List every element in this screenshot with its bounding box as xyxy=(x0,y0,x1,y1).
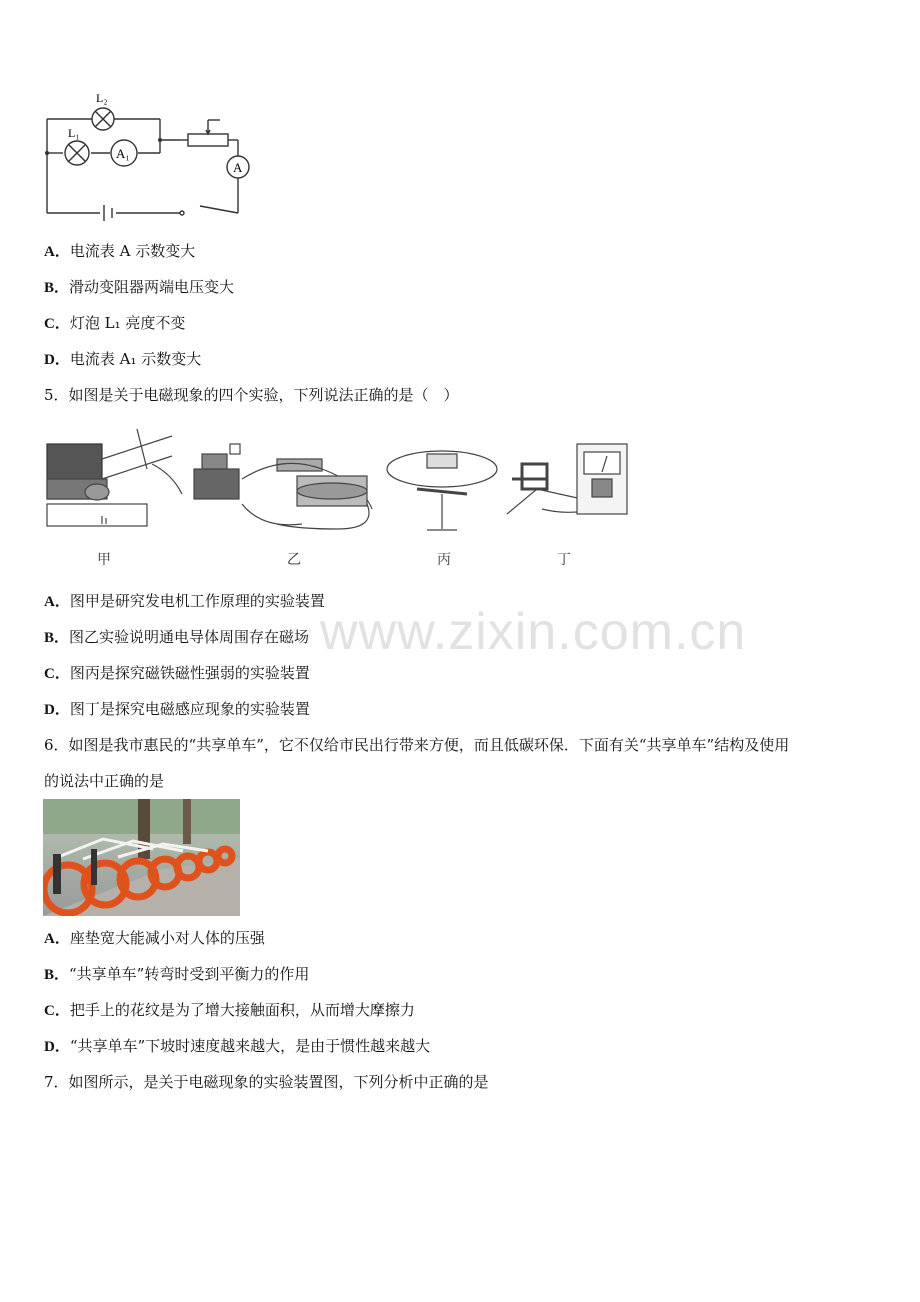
fig-label-jia: 甲 xyxy=(97,553,111,568)
q5-option-c: C．图丙是探究磁铁磁性强弱的实验装置 xyxy=(44,664,310,682)
q6-option-b: B．“共享单车”转弯时受到平衡力的作用 xyxy=(44,965,310,983)
q4-option-d: D．电流表 A₁ 示数变大 xyxy=(44,350,202,368)
q4-option-c: C．灯泡 L₁ 亮度不变 xyxy=(44,314,186,332)
watermark: www.zixin.com.cn xyxy=(320,603,747,661)
circuit-diagram xyxy=(40,88,270,223)
label-a: A xyxy=(233,160,243,175)
label-l1: L₁ xyxy=(68,126,80,140)
label-l2: L₂ xyxy=(96,91,108,105)
q6-option-a: A．座垫宽大能减小对人体的压强 xyxy=(44,929,265,947)
q6-option-c: C．把手上的花纹是为了增大接触面积，从而增大摩擦力 xyxy=(44,1001,415,1019)
q6-stem-line2: 的说法中正确的是 xyxy=(44,772,165,790)
q4-option-b: B．滑动变阻器两端电压变大 xyxy=(44,278,235,296)
fig-label-ding: 丁 xyxy=(557,553,571,568)
fig-label-yi: 乙 xyxy=(287,553,301,568)
q5-stem: 5．如图是关于电磁现象的四个实验，下列说法正确的是（ ） xyxy=(44,386,459,404)
q6-stem-line1: 6．如图是我市惠民的“共享单车”，它不仅给市民出行带来方便，而且低碳环保．下面有关“共享单车”结构及使用 xyxy=(44,736,790,754)
shared-bikes-photo xyxy=(43,799,240,916)
q4-option-a: A．电流表 A 示数变大 xyxy=(44,242,196,260)
q5-option-a: A．图甲是研究发电机工作原理的实验装置 xyxy=(44,592,325,610)
q5-option-b: B．图乙实验说明通电导体周围存在磁场 xyxy=(44,628,310,646)
fig-label-bing: 丙 xyxy=(437,553,451,568)
q6-option-d: D．“共享单车”下坡时速度越来越大，是由于惯性越来越大 xyxy=(44,1037,431,1055)
q5-experiments-figure xyxy=(42,424,642,574)
q5-option-d: D．图丁是探究电磁感应现象的实验装置 xyxy=(44,700,310,718)
q7-stem: 7．如图所示，是关于电磁现象的实验装置图，下列分析中正确的是 xyxy=(44,1073,489,1091)
label-a1: A₁ xyxy=(116,146,130,161)
